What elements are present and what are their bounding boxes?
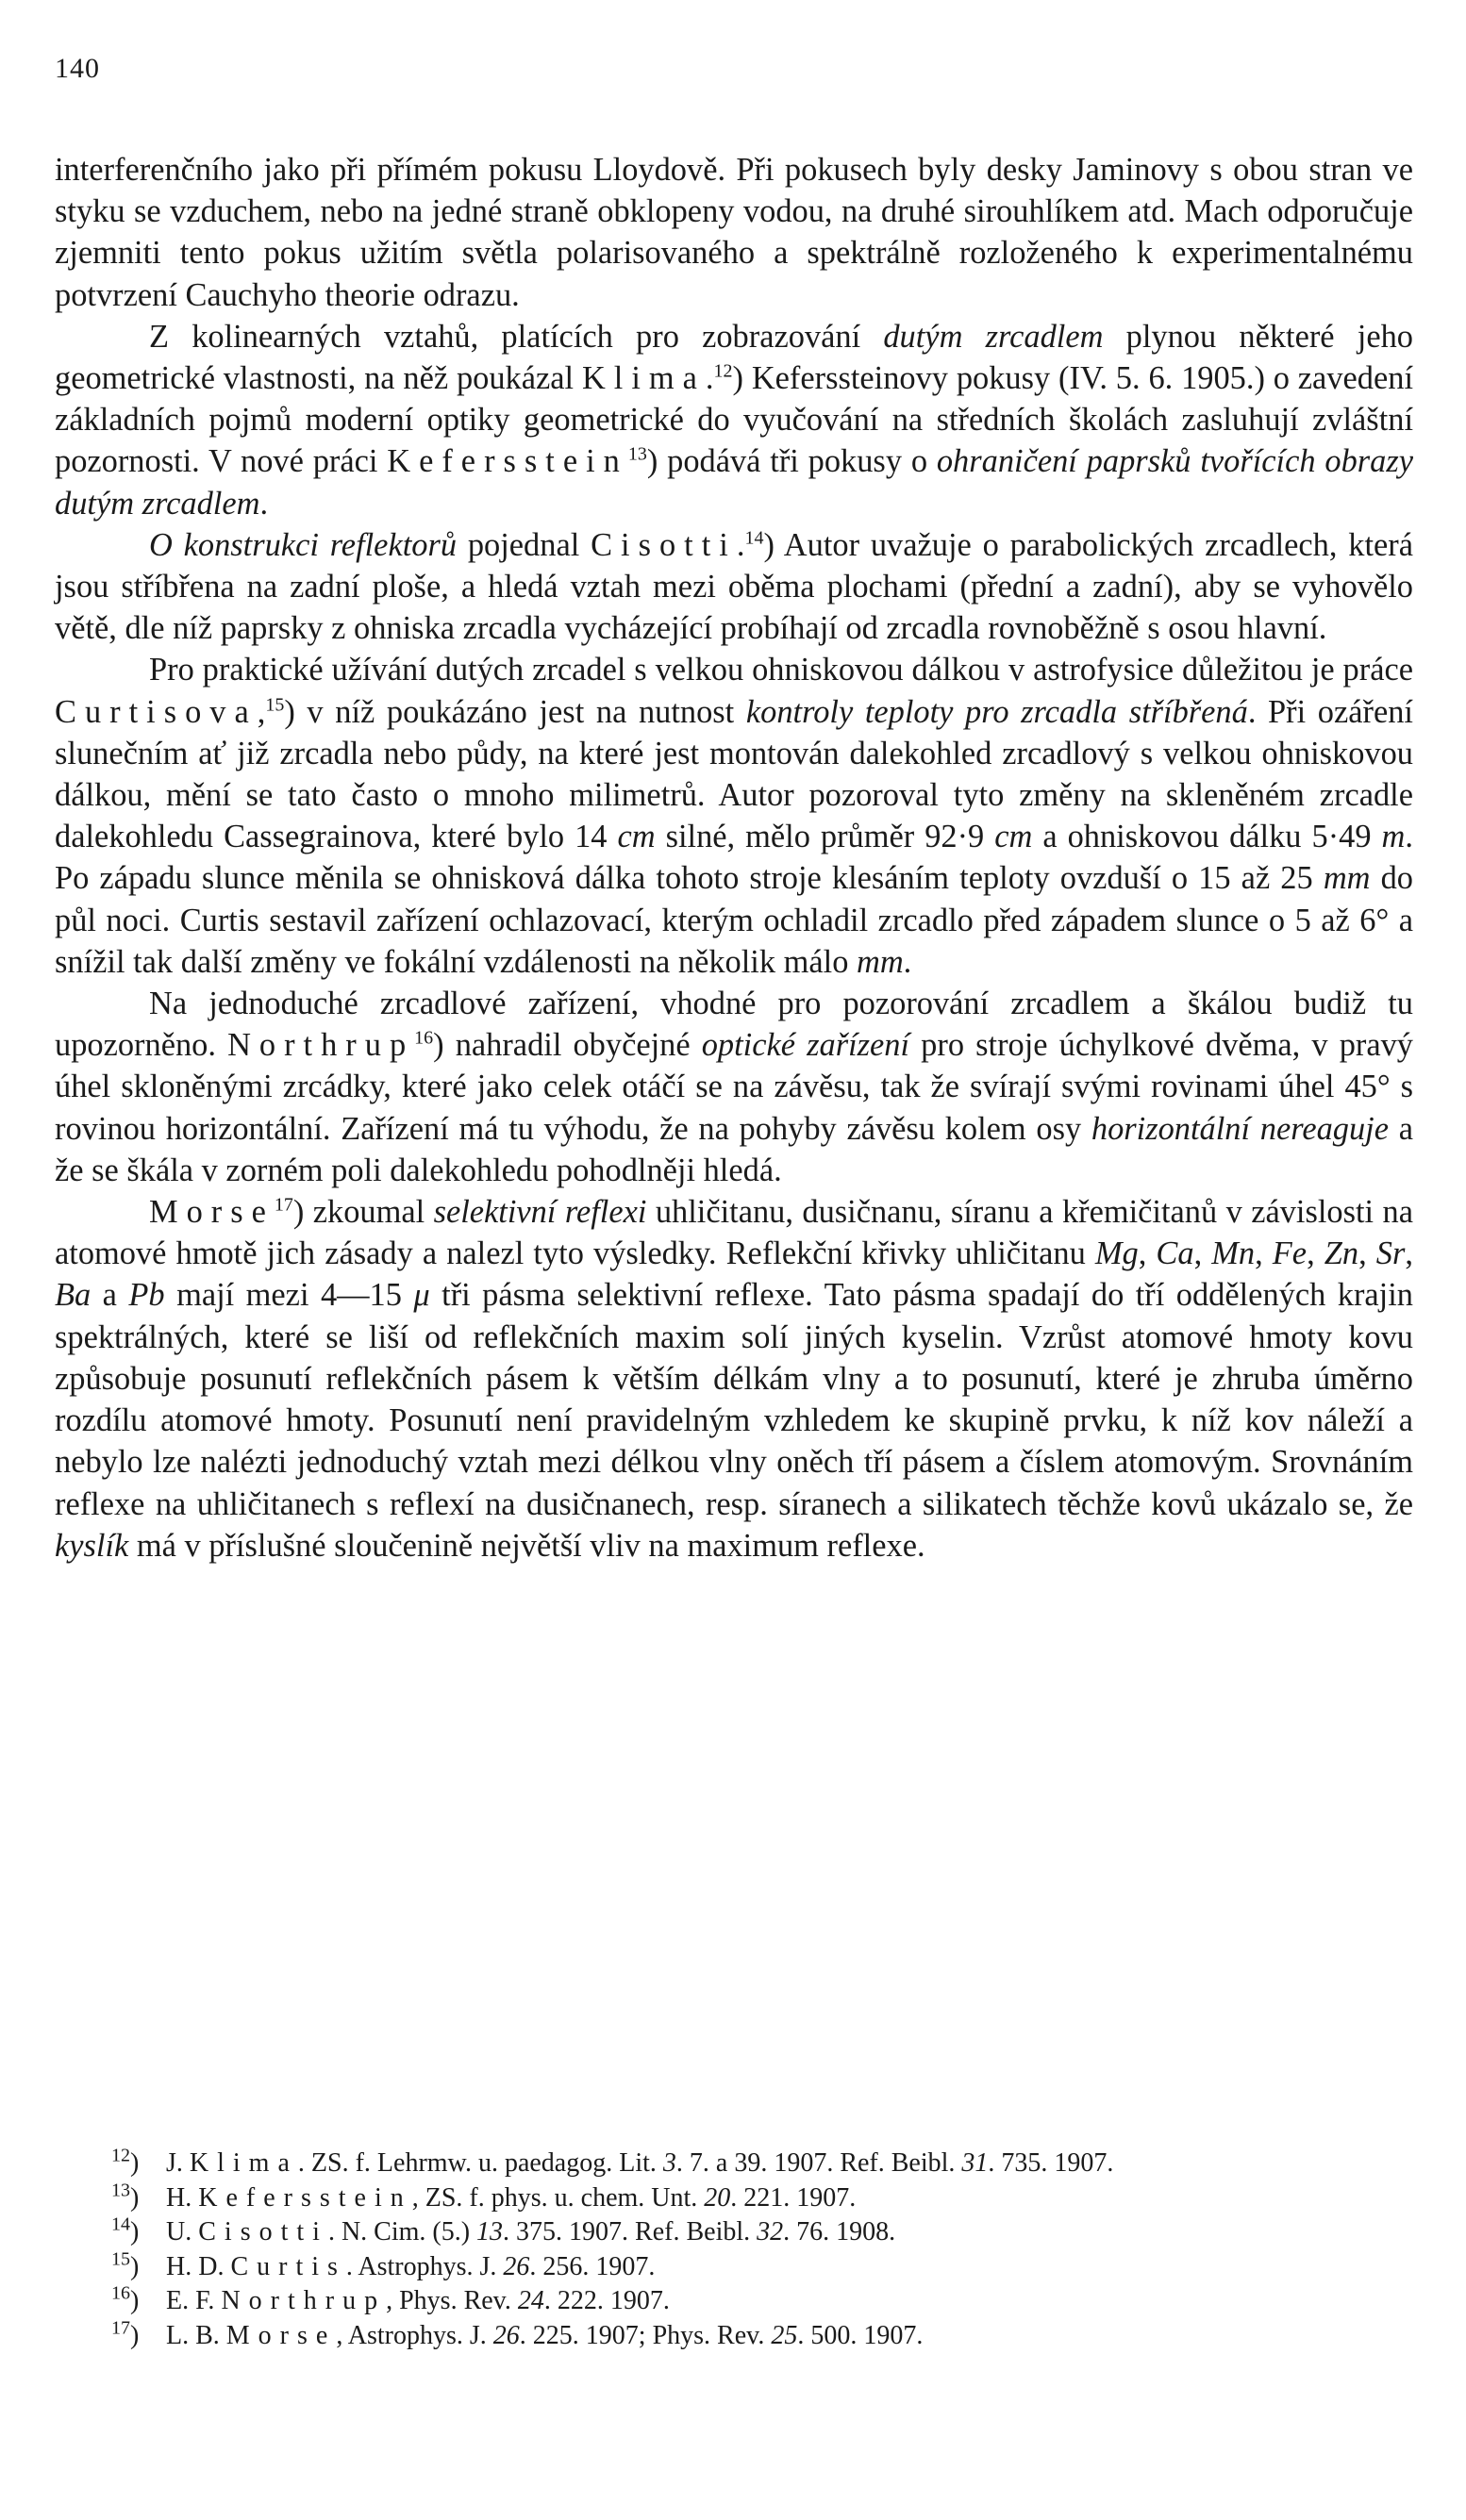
italic-text: 31 [961, 2148, 989, 2178]
footnote-number: $^{16}$) [111, 2282, 140, 2315]
spaced-name: Curtisova [55, 693, 258, 730]
spaced-name: Morse [149, 1194, 275, 1231]
footnote-12 [55, 2147, 1413, 2181]
italic-text: Mg [1094, 1235, 1139, 1272]
text-run: . 221. 1907. [730, 2182, 857, 2213]
text-run: . Po západu slunce měnila se ohnisková dálka tohoto stroje klesáním teploty ovzduší o 15 až 25 [55, 819, 1413, 897]
text-run: . Při ozáření slunečním ať již zrcadla nebo půdy, na které jest montován dalekohled zrcadlový s velkou ohniskovou dálkou, mění se tato často o mnoho milimetrů. Autor pozoroval tyto změny na skleněném zrcadle dalekohledu Cassegrainova, které bylo 14 [55, 693, 1413, 855]
text-run: . Astrophys. J. [345, 2251, 504, 2281]
italic-text: selektivní reflexi [433, 1194, 647, 1231]
author-initials: E. F. [166, 2286, 222, 2315]
author-initials: L. B. [166, 2320, 226, 2350]
text-run: ) podává tři pokusy o [646, 443, 937, 480]
paragraph-p1 [55, 149, 1413, 316]
footnote-number: $^{13}$) [111, 2180, 140, 2213]
paragraph-p4 [55, 649, 1413, 983]
footnote-reference[interactable]: 12 [713, 360, 733, 382]
text-run: pojednal [457, 526, 591, 563]
text-run: a že se škála v zorném poli dalekohledu pohodlněji hledá. [55, 1110, 1413, 1188]
spaced-name: Klima [581, 360, 706, 397]
text-run: mají mezi 4—15 [164, 1277, 414, 1314]
footnote-reference[interactable]: 13 [627, 443, 647, 465]
text-run: silné, mělo průměr 92·9 [655, 819, 995, 855]
text-run: . 225. 1907; Phys. Rev. [519, 2320, 772, 2350]
italic-text: optické zařízení [701, 1027, 910, 1064]
spaced-name: Morse [225, 2320, 337, 2350]
italic-text: 25 [771, 2320, 798, 2350]
spaced-name: Kefersstein [387, 443, 628, 480]
italic-text: 13 [476, 2217, 504, 2246]
paragraph-p6 [55, 1191, 1413, 1567]
italic-text: dutým zrcadlem [883, 318, 1104, 355]
text-run: . N. Cim. (5.) [327, 2217, 477, 2246]
text-run: pro stroje úchylkové dvěma, v pravý úhel skloněnými zrcádky, které jako celek otáčí se na závěsu, tak že svírají svými rovinami úhel 45° s rovinou horizontální. Zařízení má tu výhodu, že na pohyby závěsu kolem osy [55, 1027, 1413, 1147]
body-text [55, 149, 1413, 1567]
italic-text: Ca [1156, 1235, 1194, 1272]
text-run: . [259, 485, 269, 522]
italic-text: horizontální nereaguje [1091, 1110, 1389, 1147]
text-run: . [736, 526, 745, 563]
italic-text: m [1381, 819, 1406, 855]
footnote-mark: 17 [111, 2317, 130, 2339]
text-run: , [1358, 1235, 1376, 1272]
italic-text: Ba [55, 1277, 92, 1314]
text-run: ) Keferssteinovy pokusy (IV. 5. 6. 1905.) o zavedení základních pojmů moderní optiky geometrické do vyučování na středních školách zasluhují zvláštní pozornosti. V nové práci [55, 360, 1413, 480]
author-initials: H. [166, 2182, 199, 2213]
spaced-name: Northrup [221, 2286, 387, 2315]
text-run: . 375. 1907. Ref. Beibl. [503, 2217, 758, 2246]
text-run: , [257, 693, 266, 730]
italic-text: cm [617, 819, 656, 855]
text-run: do půl noci. Curtis sestavil zařízení ochlazovací, kterým ochladil zrcadlo před západem slunce o 5 až 6° a snížil tak další změny ve fokální vzdálenosti na několik málo [55, 860, 1413, 980]
spaced-name: Curtis [230, 2251, 346, 2281]
text-run: plynou některé jeho geometrické vlastnosti, na něž poukázal [55, 318, 1413, 397]
italic-text: Sr [1375, 1235, 1406, 1272]
text-run: , [1193, 1235, 1212, 1272]
text-run: uhličitanu, dusičnanu, síranu a křemičitanů v závislosti na atomové hmotě jich zásady a nalezl tyto výsledky. Reflekční křivky uhličitanu [55, 1194, 1413, 1272]
text-run: Z kolinearných vztahů, platících pro zobrazování [149, 318, 884, 355]
text-run: Na jednoduché zrcadlové zařízení, vhodné pro pozorování zrcadlem a škálou budiž tu upozorněno. [55, 986, 1413, 1064]
footnote-14 [55, 2215, 1413, 2250]
text-run: ) Autor uvažuje o parabolických zrcadlech, která jsou stříbřena na zadní ploše, a hledá vztah mezi oběma plochami (přední a zadní), aby se vyhovělo větě, dle níž paprsky z ohniska zrcadla vycházející probíhají od zrcadla rovnoběžně s osou hlavní. [55, 526, 1414, 647]
text-run: . [903, 943, 912, 980]
footnote-mark: 12 [111, 2145, 130, 2166]
paragraph-p3 [55, 524, 1413, 650]
spaced-name: Cisotti [591, 526, 737, 563]
text-run: ) nahradil obyčejné [433, 1027, 702, 1064]
footnote-16 [55, 2284, 1413, 2319]
footnote-number: $^{17}$) [111, 2317, 140, 2350]
text-run: ) v níž poukázáno jest na nutnost [284, 693, 746, 730]
italic-text: 32 [757, 2217, 784, 2246]
footnote-separator [55, 2135, 1413, 2136]
italic-text: 26 [492, 2320, 520, 2350]
footnotes [55, 2147, 1413, 2353]
italic-text: ohraničení paprsků tvořících obrazy dutým zrcadlem [55, 443, 1413, 522]
text-run: . 735. 1907. [988, 2148, 1114, 2178]
text-run: . 222. 1907. [543, 2286, 670, 2315]
author-initials: H. D. [166, 2251, 231, 2281]
footnote-number: $^{12}$) [111, 2145, 140, 2178]
footnote-15 [55, 2250, 1413, 2285]
italic-text: Zn [1324, 1235, 1359, 1272]
footnote-mark: 14 [111, 2213, 130, 2235]
spaced-name: Kefersstein [198, 2182, 412, 2213]
italic-text: 3 [662, 2148, 676, 2178]
text-run: tři pásma selektivní reflexe. Tato pásma spadají do tří oddělených krajin spektrálných, které se liší od reflekčních maxim solí jiných kyselin. Vzrůst atomové hmoty kovu způsobuje posunutí reflekčních pásem k větším délkám vlny a to posunutí, které je zhruba úměrno rozdílu atomové hmoty. Posunutí není pravidelným vzhledem ke skupině prvku, k níž kov náleží a nebylo lze nalézti jednoduchý vztah mezi délkou vlny oněch tří pásem a číslem atomovým. Srovnáním reflexe na uhličitanech s reflexí na dusičnanech, resp. síranech a silikatech těchže kovů ukázalo se, že [55, 1277, 1413, 1522]
italic-text: O konstrukci reflektorů [149, 526, 458, 563]
footnote-reference[interactable]: 17 [274, 1194, 293, 1216]
footnote-13 [55, 2181, 1413, 2216]
footnote-mark: 16 [111, 2282, 130, 2304]
text-run: a ohniskovou dálku 5·49 [1032, 819, 1382, 855]
italic-text: kyslík [55, 1527, 129, 1564]
footnote-reference[interactable]: 16 [414, 1027, 434, 1049]
spaced-name: Klima [189, 2148, 298, 2178]
italic-text: μ [413, 1277, 430, 1314]
footnote-mark: 15 [111, 2248, 130, 2270]
italic-text: Fe [1272, 1235, 1308, 1272]
footnote-reference[interactable]: 15 [265, 694, 285, 716]
text-run: . 7. a 39. 1907. Ref. Beibl. [675, 2148, 962, 2178]
footnote-reference[interactable]: 14 [744, 527, 764, 549]
text-run: , ZS. f. phys. u. chem. Unt. [411, 2182, 705, 2213]
text-run: ) zkoumal [292, 1194, 434, 1231]
text-run: . 76. 1908. [783, 2217, 896, 2246]
footnote-number: $^{14}$) [111, 2213, 140, 2246]
spaced-name: Northrup [227, 1027, 415, 1064]
text-run: , [1255, 1235, 1273, 1272]
text-run: , [1307, 1235, 1324, 1272]
footnote-number: $^{15}$) [111, 2248, 140, 2281]
text-run: interferenčního jako při přímém pokusu Lloydově. Při pokusech byly desky Jaminovy s obou stran ve styku se vzduchem, nebo na jedné straně obklopeny vodou, na druhé sirouhlíkem atd. Mach odporučuje zjemniti tento pokus užitím světla polarisovaného a spektrálně rozloženého k experimentalnému potvrzení Cauchyho theorie odrazu. [55, 152, 1413, 313]
text-run: a [91, 1277, 129, 1314]
italic-text: Pb [128, 1277, 165, 1314]
text-run: . ZS. f. Lehrmw. u. paedagog. Lit. [297, 2148, 663, 2178]
page-number: 140 [55, 53, 100, 84]
italic-text: mm [857, 943, 904, 980]
italic-text: cm [994, 819, 1033, 855]
italic-text: 24 [517, 2286, 544, 2315]
author-initials: U. [166, 2217, 199, 2246]
spaced-name: Cisotti [198, 2217, 328, 2246]
text-run: . 256. 1907. [529, 2251, 656, 2281]
paragraph-p2 [55, 316, 1413, 524]
author-initials: J. [166, 2148, 190, 2178]
text-run: má v příslušné sloučenině největší vliv na maximum reflexe. [128, 1527, 925, 1564]
text-run: . [705, 360, 714, 397]
text-run: , [1405, 1235, 1413, 1272]
text-run: Pro praktické užívání dutých zrcadel s velkou ohniskovou dálkou v astrofysice důležitou je práce [149, 652, 1413, 688]
text-run: , Astrophys. J. [336, 2320, 493, 2350]
footnote-17 [55, 2319, 1413, 2354]
text-run: . 500. 1907. [797, 2320, 924, 2350]
paragraph-p5 [55, 983, 1413, 1191]
text-run: , Phys. Rev. [386, 2286, 518, 2315]
italic-text: mm [1323, 860, 1371, 897]
text-run: , [1138, 1235, 1157, 1272]
italic-text: kontroly teploty pro zrcadla stříbřená [745, 693, 1248, 730]
footnote-mark: 13 [111, 2180, 130, 2201]
italic-text: 20 [704, 2182, 731, 2213]
italic-text: 26 [503, 2251, 530, 2281]
italic-text: Mn [1211, 1235, 1256, 1272]
